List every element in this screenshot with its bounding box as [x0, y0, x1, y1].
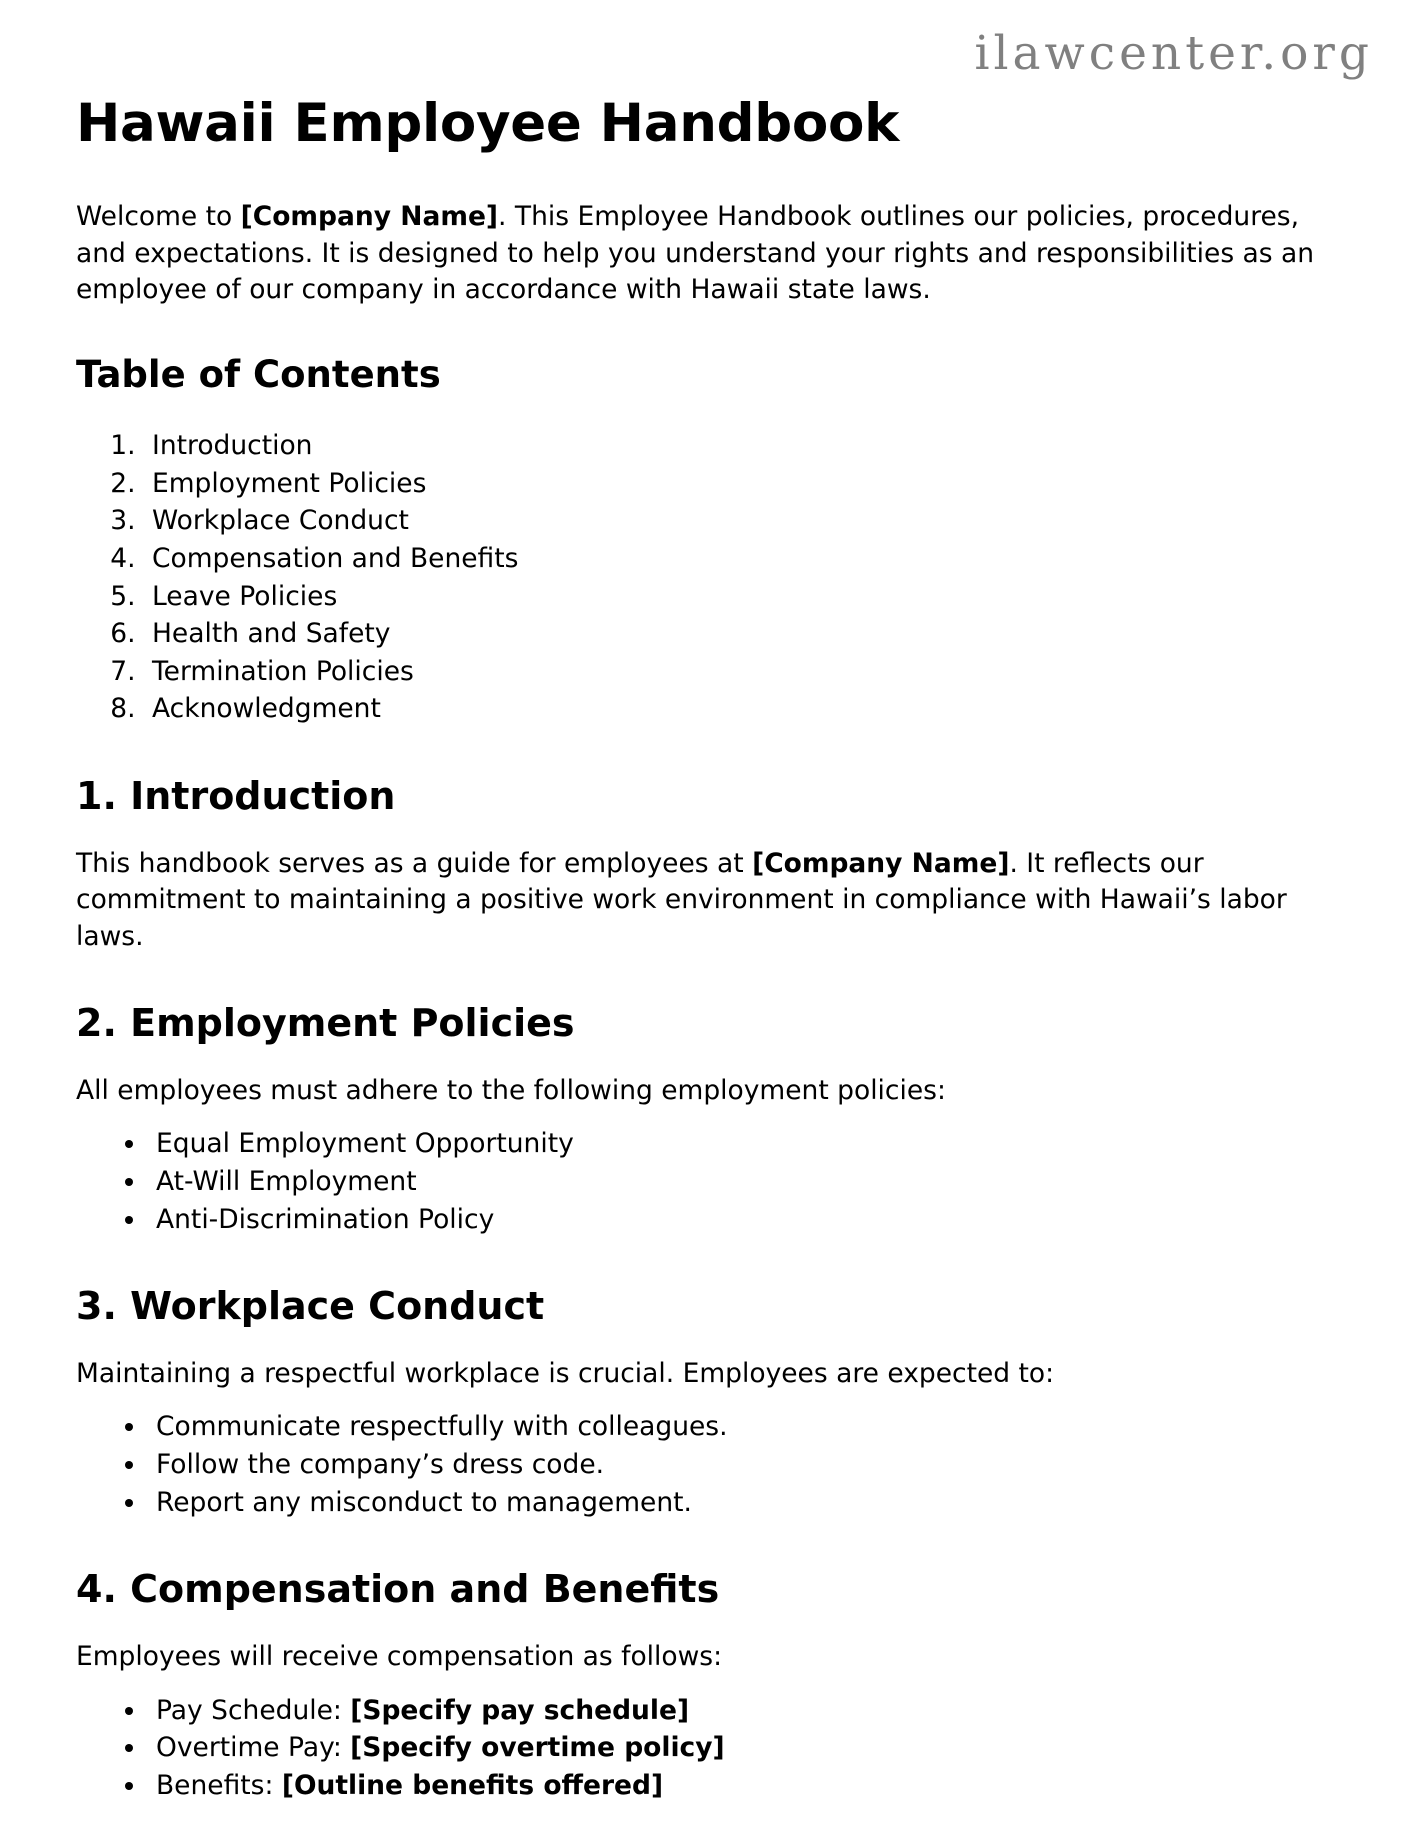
- list-item: • Communicate respectfully with colleagues.: [148, 1408, 1346, 1446]
- toc-heading: Table of Contents: [76, 352, 441, 396]
- list-item: [148, 1692, 1346, 1730]
- spacer: [76, 1676, 1346, 1692]
- section-heading-compensation-and-benefits: 4. Compensation and Benefits: [76, 1567, 720, 1612]
- spacer: [76, 1109, 1346, 1125]
- toc-item-6[interactable]: 6. Health and Safety: [144, 615, 1346, 653]
- list-item: [148, 1729, 1346, 1767]
- toc-item-3[interactable]: 3. Workplace Conduct: [144, 502, 1346, 540]
- intro-paragraph: [76, 199, 1346, 309]
- toc-item-4[interactable]: 4. Compensation and Benefits: [144, 540, 1346, 578]
- introduction-post-text: . It reflects our commitment to maintaining a positive work environment in compliance with Hawaii’s labor laws.: [76, 847, 1287, 952]
- toc-list: [76, 427, 1346, 728]
- toc-item-8[interactable]: 8. Acknowledgment: [144, 690, 1346, 728]
- list-item: [148, 1767, 1346, 1805]
- list-item: • Report any misconduct to management.: [148, 1484, 1346, 1522]
- workplace-conduct-intro: Maintaining a respectful workplace is crucial. Employees are expected to:: [76, 1357, 1055, 1389]
- toc-item-1[interactable]: 1. Introduction: [144, 427, 1346, 465]
- introduction-pre-text: This handbook serves as a guide for employees at: [76, 847, 753, 879]
- list-item: • Follow the company’s dress code.: [148, 1446, 1346, 1484]
- page-title: Hawaii Employee Handbook: [76, 93, 900, 154]
- list-item: • Anti-Discrimination Policy: [148, 1201, 1346, 1239]
- section-heading-introduction: 1. Introduction: [76, 774, 396, 819]
- workplace-conduct-list: [76, 1408, 1346, 1521]
- section-heading-employment-policies: 2. Employment Policies: [76, 1001, 575, 1046]
- compensation-value-placeholder: [Outline benefits offered]: [281, 1769, 664, 1801]
- employment-policies-list: [76, 1125, 1346, 1238]
- toc-item-2[interactable]: 2. Employment Policies: [144, 465, 1346, 503]
- company-name-placeholder: [Company Name]: [752, 847, 1010, 879]
- company-name-placeholder: [Company Name]: [240, 200, 499, 232]
- compensation-intro: Employees will receive compensation as follows:: [76, 1640, 723, 1672]
- toc-item-5[interactable]: 5. Leave Policies: [144, 578, 1346, 616]
- intro-rest-text: . This Employee Handbook outlines our policies, procedures, and expectations. It is designed to help you understand your rights and responsibilities as an employee of our company in accordance with Hawaii state laws.: [76, 200, 1315, 306]
- compensation-label: Pay Schedule:: [156, 1694, 351, 1726]
- spacer: [76, 1392, 1346, 1408]
- document-content: [76, 94, 1346, 1804]
- toc-item-7[interactable]: 7. Termination Policies: [144, 653, 1346, 691]
- section-heading-workplace-conduct: 3. Workplace Conduct: [76, 1284, 545, 1329]
- employment-policies-intro: All employees must adhere to the following employment policies:: [76, 1074, 946, 1106]
- list-item: • Equal Employment Opportunity: [148, 1125, 1346, 1163]
- compensation-value-placeholder: [Specify overtime policy]: [350, 1732, 725, 1764]
- section-introduction-paragraph: [76, 846, 1346, 956]
- compensation-list: [76, 1692, 1346, 1805]
- compensation-label: Overtime Pay:: [156, 1732, 351, 1764]
- list-item: • At-Will Employment: [148, 1163, 1346, 1201]
- compensation-value-placeholder: [Specify pay schedule]: [350, 1694, 690, 1726]
- site-watermark: ilawcenter.org: [974, 26, 1373, 81]
- compensation-label: Benefits:: [156, 1769, 282, 1801]
- intro-lead-text: Welcome to: [76, 200, 241, 232]
